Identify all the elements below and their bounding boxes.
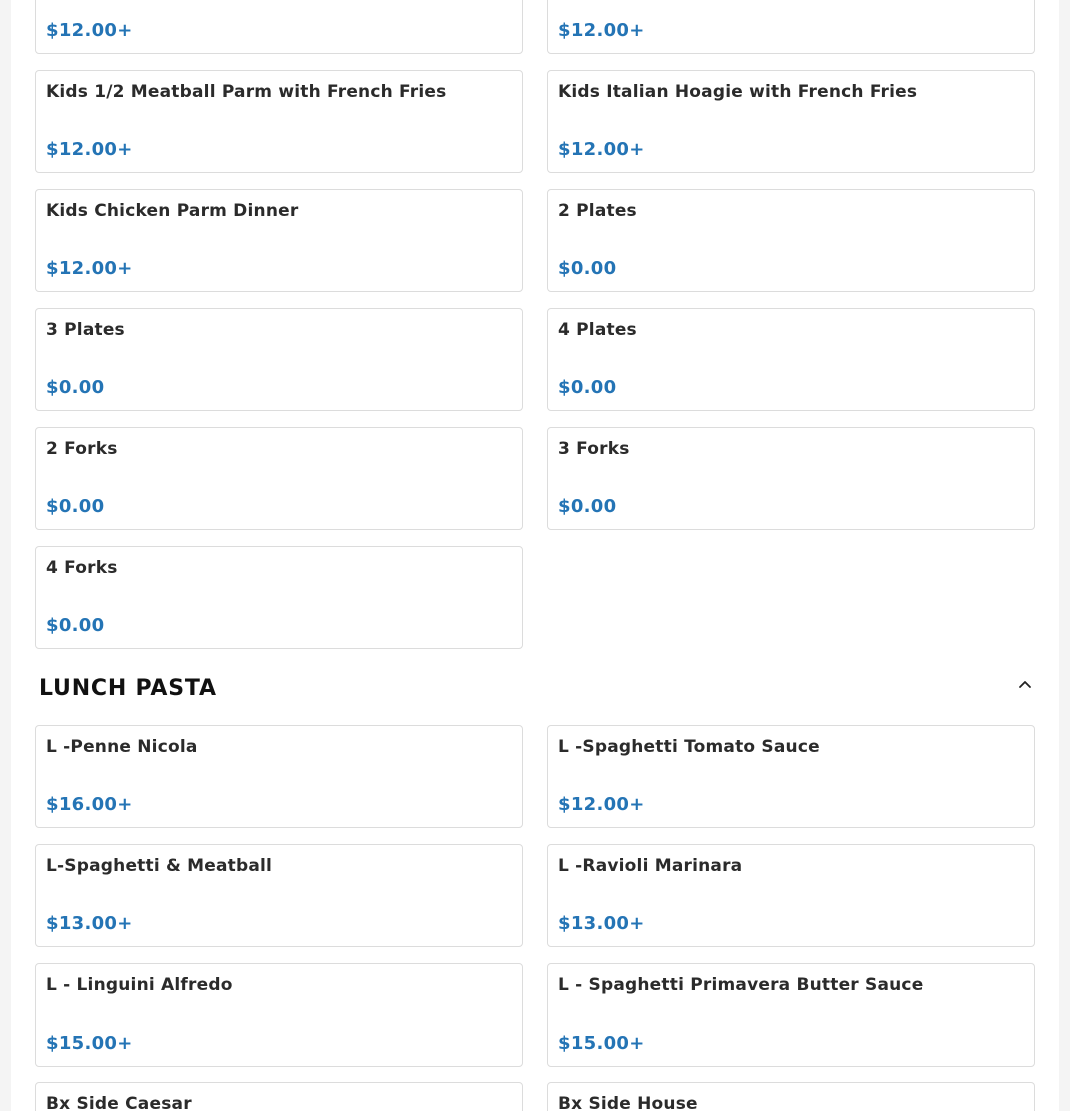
menu-item-name: 4 Plates (558, 320, 637, 340)
menu-item-price: $0.00 (46, 377, 105, 398)
menu-item-price: $15.00+ (46, 1033, 133, 1054)
menu-item-name: L -Spaghetti Tomato Sauce (558, 737, 820, 757)
menu-item-card[interactable] (547, 963, 1035, 1067)
menu-item-card[interactable] (35, 1082, 523, 1111)
menu-item-card[interactable] (35, 725, 523, 828)
menu-item-price: $0.00 (46, 496, 105, 517)
menu-item-name: 3 Plates (46, 320, 125, 340)
menu-item-name: L - Linguini Alfredo (46, 975, 233, 995)
menu-item-name: Bx Side House (558, 1094, 698, 1111)
menu-item-name: Kids Chicken Parm Dinner (46, 201, 299, 221)
menu-item-price: $13.00+ (558, 913, 645, 934)
menu-item-card[interactable] (547, 1082, 1035, 1111)
menu-item-card[interactable] (35, 427, 523, 530)
menu-item-card[interactable] (547, 844, 1035, 947)
menu-item-card[interactable] (547, 189, 1035, 292)
menu-item-price: $0.00 (46, 615, 105, 636)
section-title-lunch-pasta: LUNCH PASTA (39, 676, 217, 701)
menu-item-price: $15.00+ (558, 1033, 645, 1054)
menu-item-card[interactable] (35, 844, 523, 947)
menu-item-card[interactable] (35, 308, 523, 411)
menu-item-price: $16.00+ (46, 794, 133, 815)
menu-item-name: Kids Italian Hoagie with French Fries (558, 82, 918, 102)
menu-item-name: L -Ravioli Marinara (558, 856, 743, 876)
menu-item-card[interactable] (547, 308, 1035, 411)
menu-item-price: $0.00 (558, 377, 617, 398)
menu-item-card[interactable] (547, 725, 1035, 828)
section-collapse-button[interactable] (1013, 672, 1037, 696)
menu-item-name: 4 Forks (46, 558, 118, 578)
menu-item-price: $12.00+ (558, 139, 645, 160)
menu-item-price: $12.00+ (558, 794, 645, 815)
menu-item-name: 2 Plates (558, 201, 637, 221)
menu-item-name: 2 Forks (46, 439, 118, 459)
menu-item-name: 3 Forks (558, 439, 630, 459)
menu-item-price: $0.00 (558, 258, 617, 279)
menu-item-name: L -Penne Nicola (46, 737, 198, 757)
menu-item-name: Bx Side Caesar (46, 1094, 192, 1111)
menu-item-card[interactable] (547, 0, 1035, 54)
menu-item-price: $13.00+ (46, 913, 133, 934)
chevron-up-icon (1017, 676, 1033, 692)
menu-item-card[interactable] (35, 546, 523, 649)
menu-item-card[interactable] (35, 189, 523, 292)
menu-item-name: L-Spaghetti & Meatball (46, 856, 273, 876)
menu-item-card[interactable] (547, 70, 1035, 173)
menu-item-name: Kids 1/2 Meatball Parm with French Fries (46, 82, 447, 102)
menu-item-price: $12.00+ (46, 139, 133, 160)
menu-item-name: L - Spaghetti Primavera Butter Sauce (558, 975, 924, 995)
menu-page (11, 0, 1059, 1111)
menu-item-card[interactable] (35, 963, 523, 1067)
menu-item-price: $12.00+ (46, 258, 133, 279)
menu-item-price: $12.00+ (558, 20, 645, 41)
menu-item-card[interactable] (35, 70, 523, 173)
menu-item-card[interactable] (35, 0, 523, 54)
menu-item-price: $12.00+ (46, 20, 133, 41)
menu-item-price: $0.00 (558, 496, 617, 517)
menu-item-card[interactable] (547, 427, 1035, 530)
